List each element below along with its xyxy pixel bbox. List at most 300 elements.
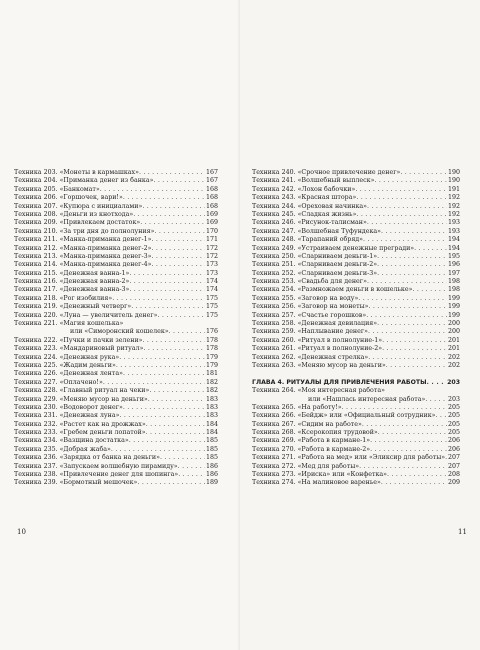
toc-entry-title: Техника 235. «Добрая жаба» <box>14 445 111 453</box>
toc-entry <box>252 328 460 336</box>
toc-entry-title: Техника 269. «Работа в кармане-1» <box>252 437 371 445</box>
toc-entry <box>252 362 460 370</box>
toc-entry-page: 189 <box>205 479 218 487</box>
toc-entry-title: Техника 266. «Бейдж» или «Официальный сотрудник» <box>252 412 436 420</box>
toc-entry-page: 207 <box>447 454 460 462</box>
toc-entry-page: 182 <box>205 378 218 386</box>
toc-entry-page: 198 <box>447 278 460 286</box>
toc-leader-dots <box>139 169 205 177</box>
toc-leader-dots <box>370 446 447 454</box>
toc-entry <box>14 454 218 462</box>
toc-leader-dots <box>116 362 205 370</box>
toc-entry-page: 183 <box>205 395 218 403</box>
toc-entry <box>252 471 460 479</box>
toc-leader-dots <box>129 286 205 294</box>
toc-entry-page: 192 <box>447 210 460 218</box>
toc-entry-page: 205 <box>447 412 460 420</box>
toc-entry-title: Техника 245. «Сладкая жизнь» <box>252 210 357 218</box>
toc-entry <box>252 203 460 211</box>
toc-entry <box>252 169 460 177</box>
toc-entry <box>252 463 460 471</box>
toc-leader-dots <box>103 379 205 387</box>
toc-entry-title: Техника 252. «Сларниваем деньги-3» <box>252 269 378 277</box>
toc-entry-page: 205 <box>447 403 460 411</box>
toc-entry-title: Техника 262. «Денежная стрелка» <box>252 353 369 361</box>
toc-entry <box>14 228 218 236</box>
toc-entry <box>14 479 218 487</box>
toc-entry-title: Техника 247. «Волшебная Туфундека» <box>252 227 382 235</box>
toc-leader-dots <box>369 303 447 311</box>
toc-entry <box>252 194 460 202</box>
toc-entry-page: 170 <box>205 227 218 235</box>
toc-leader-dots <box>367 219 447 227</box>
toc-entry-page: 176 <box>205 328 218 336</box>
toc-entry <box>252 345 460 353</box>
toc-entry-title: Техника 237. «Запускаем волшебную пирамиду» <box>14 462 178 470</box>
toc-leader-dots <box>366 312 447 320</box>
toc-entry-page: 185 <box>205 454 218 462</box>
toc-entry-title: Техника 249. «Устраиваем денежные прегради» <box>252 244 415 252</box>
toc-entry <box>14 278 218 286</box>
toc-entry-page: 190 <box>447 177 460 185</box>
toc-entry <box>252 429 460 437</box>
toc-entry-title: Техника 208. «Деньги из кнотхода» <box>14 210 134 218</box>
toc-entry-page: 186 <box>205 462 218 470</box>
toc-entry-title: Техника 221. «Магия кошелька» <box>14 320 124 328</box>
toc-entry <box>252 387 460 395</box>
toc-leader-dots <box>151 236 205 244</box>
toc-entry-page: 182 <box>205 387 218 395</box>
toc-entry-title: Техника 213. «Манка-приманка денег-3» <box>14 252 152 260</box>
toc-entry-page: 203 <box>447 395 460 403</box>
toc-entry-title: Техника 260. «Ритуал в полнолуние-1» <box>252 336 383 344</box>
toc-entry-title: Техника 232. «Растет как на дрожжах» <box>14 420 146 428</box>
toc-entry-title: Техника 203. «Монеты в кармашках» <box>14 168 139 176</box>
toc-leader-dots <box>387 471 447 479</box>
toc-entry-title: Техника 240. «Срочное привлечение денег» <box>252 168 401 176</box>
toc-leader-dots <box>119 354 205 362</box>
toc-entry <box>14 186 218 194</box>
toc-entry-page: 191 <box>447 185 460 193</box>
toc-entry <box>252 396 460 404</box>
toc-entry-page: 175 <box>205 294 218 302</box>
toc-entry-page: 201 <box>447 345 460 353</box>
toc-entry-page: 181 <box>205 370 218 378</box>
toc-entry-page: 167 <box>205 177 218 185</box>
toc-entry <box>14 396 218 404</box>
toc-entry-page: 174 <box>205 278 218 286</box>
toc-leader-dots <box>123 404 205 412</box>
toc-leader-dots <box>362 421 447 429</box>
toc-entry-title: Техника 207. «Купюра с инициалами» <box>14 202 143 210</box>
toc-list-left <box>14 169 218 488</box>
toc-leader-dots <box>169 328 205 336</box>
toc-leader-dots <box>142 203 205 211</box>
toc-entry <box>252 278 460 286</box>
toc-leader-dots <box>427 379 447 387</box>
toc-entry-page: 199 <box>447 303 460 311</box>
toc-leader-dots <box>367 203 447 211</box>
toc-entry-title: Техника 222. «Пучки и пачки зелени» <box>14 336 143 344</box>
toc-entry <box>14 286 218 294</box>
toc-entry <box>14 177 218 185</box>
toc-entry <box>14 362 218 370</box>
toc-leader-dots <box>378 429 447 437</box>
toc-entry <box>14 169 218 177</box>
toc-entry-page: 175 <box>205 311 218 319</box>
toc-entry-title: Техника 228. «Главный ритуал на чеки» <box>14 387 150 395</box>
toc-entry-title: Техника 274. «На малиновое варенье» <box>252 479 381 487</box>
toc-entry-page: 185 <box>205 445 218 453</box>
toc-entry <box>252 354 460 362</box>
toc-entry-title: Техника 212. «Манка-приманка денег-2» <box>14 244 152 252</box>
toc-entry-title: Техника 217. «Денежная ванна-3» <box>14 286 130 294</box>
toc-leader-dots <box>140 219 205 227</box>
toc-entry <box>14 463 218 471</box>
toc-leader-dots <box>386 362 447 370</box>
toc-entry-title: ГЛАВА 4. РИТУАЛЫ ДЛЯ ПРИВЛЕЧЕНИЯ РАБОТЫ <box>252 378 427 386</box>
toc-entry <box>14 370 218 378</box>
toc-leader-dots <box>368 354 447 362</box>
toc-leader-dots <box>100 186 205 194</box>
toc-entry-title: Техника 234. «Вазщина достатка» <box>14 437 129 445</box>
toc-entry <box>252 412 460 420</box>
toc-leader-dots <box>158 312 205 320</box>
toc-entry-title: Техника 256. «Заговор на монеты» <box>252 303 369 311</box>
toc-entry <box>252 236 460 244</box>
toc-leader-dots <box>129 437 205 445</box>
toc-entry-title: Техника 231. «Денежная луна» <box>14 412 120 420</box>
toc-leader-dots <box>382 345 447 353</box>
toc-leader-dots <box>368 328 447 336</box>
toc-entry-page: 208 <box>447 471 460 479</box>
toc-entry <box>14 270 218 278</box>
toc-entry <box>252 438 460 446</box>
toc-leader-dots <box>400 169 447 177</box>
toc-entry-page: 179 <box>205 353 218 361</box>
toc-entry <box>252 421 460 429</box>
toc-entry <box>14 320 218 328</box>
toc-leader-dots <box>160 454 205 462</box>
toc-entry-page: 168 <box>205 194 218 202</box>
toc-entry <box>14 203 218 211</box>
toc-entry-page: 200 <box>447 328 460 336</box>
toc-list-right <box>252 169 460 488</box>
toc-entry-page: 202 <box>447 353 460 361</box>
toc-entry-page: 167 <box>205 168 218 176</box>
toc-entry-title: Техника 242. «Лохон бабочки» <box>252 185 356 193</box>
toc-leader-dots <box>149 387 205 395</box>
toc-entry <box>252 211 460 219</box>
toc-leader-dots <box>374 177 447 185</box>
toc-entry <box>14 446 218 454</box>
toc-entry-page: 207 <box>447 462 460 470</box>
toc-leader-dots <box>359 463 447 471</box>
toc-entry-title: Техника 204. «Приманка денег из банка» <box>14 177 154 185</box>
toc-entry-title: Техника 257. «Счастье горошков» <box>252 311 367 319</box>
toc-entry-page: 174 <box>205 286 218 294</box>
toc-entry <box>14 404 218 412</box>
toc-entry <box>252 186 460 194</box>
toc-entry <box>252 303 460 311</box>
toc-leader-dots <box>123 194 205 202</box>
toc-leader-dots <box>137 479 205 487</box>
toc-entry <box>252 320 460 328</box>
toc-entry <box>14 194 218 202</box>
toc-entry-title: Техника 224. «Денежная рука» <box>14 353 120 361</box>
toc-entry-page: 184 <box>205 429 218 437</box>
toc-entry-page: 209 <box>447 479 460 487</box>
toc-entry-page: 194 <box>447 236 460 244</box>
toc-leader-dots <box>151 261 205 269</box>
toc-entry <box>14 412 218 420</box>
toc-entry-title: Техника 244. «Ореховая начинка» <box>252 202 368 210</box>
toc-entry-page: 201 <box>447 336 460 344</box>
toc-leader-dots <box>358 295 447 303</box>
toc-entry-title: Техника 261. «Ритуал в полнолуние-2» <box>252 345 383 353</box>
toc-leader-dots <box>112 295 205 303</box>
toc-entry-title: Техника 205. «Банкомат» <box>14 185 100 193</box>
toc-leader-dots <box>148 396 205 404</box>
toc-entry-page: 172 <box>205 252 218 260</box>
toc-entry-title: или «Нашлась интересная работа» <box>308 395 426 403</box>
toc-entry-page: 198 <box>447 286 460 294</box>
toc-entry-title: Техника 216. «Денежная ванна-2» <box>14 278 130 286</box>
toc-entry <box>14 295 218 303</box>
toc-entry-page: 200 <box>447 320 460 328</box>
toc-entry-title: Техника 251. «Сларниваем деньги-2» <box>252 261 378 269</box>
toc-leader-dots <box>381 479 447 487</box>
toc-entry-page: 172 <box>205 244 218 252</box>
toc-entry <box>14 354 218 362</box>
toc-entry-page: 169 <box>205 210 218 218</box>
toc-entry-title: Техника 238. «Привлечение денег для шопинга» <box>14 471 179 479</box>
toc-entry <box>252 228 460 236</box>
toc-entry-page: 184 <box>205 420 218 428</box>
toc-entry <box>14 387 218 395</box>
toc-leader-dots <box>178 471 205 479</box>
toc-entry-page: 168 <box>205 202 218 210</box>
toc-leader-dots <box>129 270 205 278</box>
toc-entry-page: 183 <box>205 403 218 411</box>
toc-entry-title: Техника 264. «Моя интересная работа» <box>252 387 385 395</box>
toc-entry-page: 206 <box>447 437 460 445</box>
toc-leader-dots <box>356 211 447 219</box>
toc-entry-page: 171 <box>205 236 218 244</box>
toc-entry-title: Техника 236. «Зарядка от банка на деньги» <box>14 454 160 462</box>
toc-leader-dots <box>377 320 447 328</box>
toc-leader-dots <box>146 421 205 429</box>
toc-entry-page: 168 <box>205 185 218 193</box>
toc-entry-title: Техника 241. «Волшебный выплеск» <box>252 177 375 185</box>
toc-entry-page: 173 <box>205 269 218 277</box>
toc-entry <box>252 261 460 269</box>
toc-entry <box>252 312 460 320</box>
toc-leader-dots <box>143 337 205 345</box>
toc-leader-dots <box>356 194 447 202</box>
toc-leader-dots <box>367 278 447 286</box>
right-page <box>240 0 480 650</box>
toc-entry <box>14 211 218 219</box>
toc-leader-dots <box>154 228 205 236</box>
toc-entry <box>14 328 218 336</box>
toc-chapter-heading <box>252 379 460 387</box>
toc-entry-title: Техника 258. «Денежная девилация» <box>252 320 378 328</box>
toc-entry-title: Техника 267. «Сидим на работе» <box>252 420 362 428</box>
toc-entry <box>14 236 218 244</box>
toc-entry-page: 179 <box>205 361 218 369</box>
toc-entry-title: Техника 271. «Работа на мед» или «Эликсир для работы» <box>252 454 446 462</box>
toc-entry-title: Техника 273. «Ириска» или «Конфетка» <box>252 471 388 479</box>
toc-entry-page: 206 <box>447 445 460 453</box>
toc-entry-title: Техника 243. «Красная штора» <box>252 194 357 202</box>
toc-entry-page: 195 <box>447 252 460 260</box>
toc-entry-title: Техника 254. «Размножаем деньги в кошельке» <box>252 286 413 294</box>
toc-entry-title: Техника 253. «Свадьба для денег» <box>252 278 367 286</box>
toc-entry <box>14 261 218 269</box>
page-number-left: 10 <box>17 528 26 536</box>
toc-entry <box>14 245 218 253</box>
toc-entry <box>252 479 460 487</box>
toc-leader-dots <box>111 446 205 454</box>
toc-entry-title: Техника 239. «Бормотный мешочек» <box>14 479 138 487</box>
toc-leader-dots <box>143 345 205 353</box>
toc-entry <box>252 446 460 454</box>
toc-leader-dots <box>382 337 447 345</box>
toc-leader-dots <box>146 429 205 437</box>
toc-entry-title: Техника 248. «Тарапаний обряд» <box>252 236 364 244</box>
toc-entry <box>14 471 218 479</box>
toc-leader-dots <box>355 186 447 194</box>
toc-leader-dots <box>133 211 205 219</box>
toc-entry-title: Техника 215. «Денежная ванна-1» <box>14 269 130 277</box>
toc-entry <box>14 253 218 261</box>
toc-entry-title: Техника 270. «Работа в кармане-2» <box>252 445 371 453</box>
toc-entry-title: Техника 214. «Манка-приманка денег-4» <box>14 261 152 269</box>
toc-entry-page: 190 <box>447 168 460 176</box>
toc-entry-page: 183 <box>205 412 218 420</box>
toc-entry <box>14 421 218 429</box>
toc-entry-page: 192 <box>447 194 460 202</box>
toc-entry-title: Техника 220. «Луна — увеличитель денег» <box>14 311 158 319</box>
toc-entry-page: 205 <box>447 429 460 437</box>
toc-entry-page: 192 <box>447 202 460 210</box>
toc-entry <box>14 379 218 387</box>
toc-leader-dots <box>342 404 447 412</box>
toc-leader-dots <box>363 236 447 244</box>
toc-entry-title: Техника 223. «Мандариновый ритуал» <box>14 345 144 353</box>
page-number-right: 11 <box>458 528 467 536</box>
toc-leader-dots <box>178 463 205 471</box>
toc-leader-dots <box>119 412 205 420</box>
toc-entry-page: 193 <box>447 219 460 227</box>
toc-leader-dots <box>412 286 447 294</box>
toc-entry-page: 193 <box>447 227 460 235</box>
toc-entry <box>14 345 218 353</box>
toc-leader-dots <box>123 370 205 378</box>
toc-entry <box>252 245 460 253</box>
toc-entry <box>252 404 460 412</box>
toc-entry-title: или «Симоронский кошелек» <box>70 328 169 336</box>
toc-leader-dots <box>151 253 205 261</box>
toc-entry-title: Техника 210. «За три дня до полнолуния» <box>14 227 155 235</box>
toc-leader-dots <box>414 245 447 253</box>
toc-leader-dots <box>381 228 447 236</box>
toc-entry <box>14 303 218 311</box>
toc-entry <box>252 286 460 294</box>
toc-entry-page: 199 <box>447 311 460 319</box>
toc-entry <box>252 219 460 227</box>
toc-entry <box>14 429 218 437</box>
toc-entry-page: 202 <box>447 361 460 369</box>
toc-leader-dots <box>151 245 205 253</box>
toc-entry-page: 194 <box>447 244 460 252</box>
toc-entry-title: Техника 226. «Денежная лента» <box>14 370 123 378</box>
toc-entry-title: Техника 206. «Горшочек, вари!» <box>14 194 123 202</box>
toc-entry <box>252 337 460 345</box>
toc-entry <box>252 295 460 303</box>
toc-entry-title: Техника 230. «Водоворот денег» <box>14 403 123 411</box>
toc-entry-page: 197 <box>447 269 460 277</box>
toc-entry-title: Техника 219. «Денежный четверг» <box>14 303 132 311</box>
toc-leader-dots <box>377 270 447 278</box>
toc-leader-dots <box>370 437 447 445</box>
toc-leader-dots <box>377 261 447 269</box>
toc-entry-page: 178 <box>205 336 218 344</box>
toc-entry-title: Техника 229. «Меняю мусор на деньги» <box>14 395 148 403</box>
toc-entry-page: 186 <box>205 471 218 479</box>
toc-entry-page: 169 <box>205 219 218 227</box>
toc-entry <box>252 270 460 278</box>
toc-entry <box>14 312 218 320</box>
toc-leader-dots <box>153 177 205 185</box>
toc-leader-dots <box>129 278 205 286</box>
toc-entry <box>252 177 460 185</box>
toc-entry-title: Техника 263. «Меняю мусор на деньги» <box>252 361 386 369</box>
toc-entry <box>252 253 460 261</box>
toc-entry-title: Техника 227. «Оплачено!» <box>14 378 103 386</box>
toc-entry-title: Техника 272. «Мед для работы» <box>252 462 360 470</box>
toc-entry <box>14 337 218 345</box>
toc-entry-title: Техника 250. «Сларниваем деньги-1» <box>252 252 378 260</box>
toc-entry-page: 185 <box>205 437 218 445</box>
toc-entry-title: Техника 265. «На работу!» <box>252 403 342 411</box>
toc-leader-dots <box>435 412 446 420</box>
toc-entry-page: 205 <box>447 420 460 428</box>
toc-entry-title: Техника 259. «Наплывание денег» <box>252 328 368 336</box>
toc-entry-title: Техника 209. «Привлекаем достаток» <box>14 219 141 227</box>
toc-entry <box>14 219 218 227</box>
toc-entry <box>252 454 460 462</box>
toc-entry-title: Техника 225. «Жадим деньги» <box>14 361 116 369</box>
toc-leader-dots <box>425 396 447 404</box>
toc-entry-title: Техника 255. «Заговор на воду» <box>252 294 359 302</box>
toc-entry-title: Техника 233. «Гребем деньги лопатой» <box>14 429 146 437</box>
toc-entry-page: 196 <box>447 261 460 269</box>
toc-entry-page: 175 <box>205 303 218 311</box>
toc-leader-dots <box>377 253 447 261</box>
toc-entry-page: 199 <box>447 294 460 302</box>
toc-leader-dots <box>131 303 205 311</box>
toc-entry <box>14 438 218 446</box>
toc-entry-page: 178 <box>205 345 218 353</box>
toc-spacer <box>252 370 460 378</box>
toc-entry-title: Техника 246. «Рисунок-талисман» <box>252 219 367 227</box>
toc-entry-title: Техника 268. «Ксерокопия трудовой» <box>252 429 378 437</box>
toc-entry-page: 173 <box>205 261 218 269</box>
toc-entry-page: 203 <box>447 378 460 386</box>
toc-entry-title: Техника 211. «Манка-приманка денег-1» <box>14 236 152 244</box>
